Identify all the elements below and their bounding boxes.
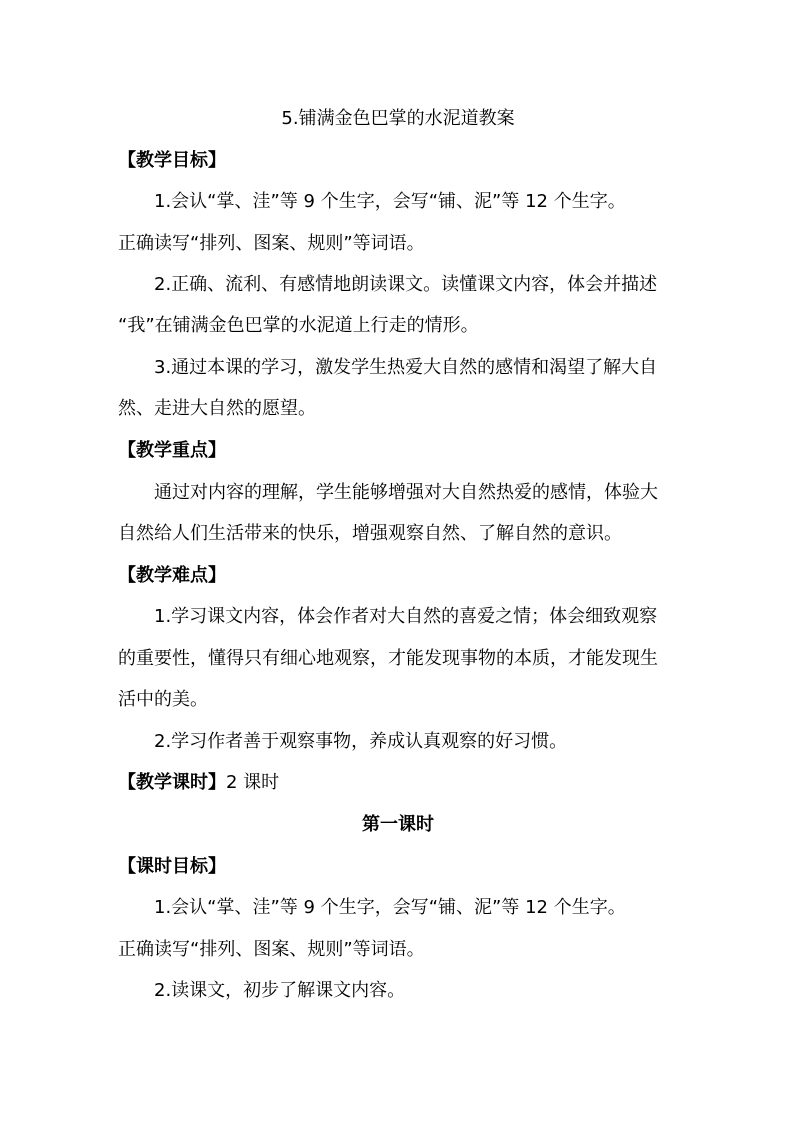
lesson-goal-1-line-2: 正确读写“排列、图案、规则”等词语。 [118,939,425,960]
section-heading-difficulties: 【教学难点】 [118,565,226,586]
section-heading-teaching-hours: 【教学课时】 [118,772,226,793]
key-point-line-1: 通过对内容的理解，学生能够增强对大自然热爱的感情，体验大 [154,482,658,503]
section-heading-lesson-goals: 【课时目标】 [118,856,226,877]
teaching-hours-value: 2 课时 [226,772,280,793]
teaching-hours-row [118,771,279,795]
goal-3-line-1: 3.通过本课的学习，激发学生热爱大自然的感情和渴望了解大自 [154,357,658,378]
goal-3-line-2: 然、走进大自然的愿望。 [118,398,316,419]
goal-2-line-1: 2.正确、流利、有感情地朗读课文。读懂课文内容，体会并描述 [154,274,658,295]
lesson-goal-2-line-1: 2.读课文，初步了解课文内容。 [154,980,406,1001]
goal-2-line-2: “我”在铺满金色巴掌的水泥道上行走的情形。 [118,315,479,336]
difficulty-2-line-1: 2.学习作者善于观察事物，养成认真观察的好习惯。 [154,731,568,752]
section-heading-key-points: 【教学重点】 [118,440,226,461]
difficulty-1-line-3: 活中的美。 [118,689,208,710]
section-heading-teaching-goals: 【教学目标】 [118,150,226,171]
goal-1-line-1: 1.会认“掌、洼”等 9 个生字，会写“铺、泥”等 12 个生字。 [154,191,626,212]
key-point-line-2: 自然给人们生活带来的快乐，增强观察自然、了解自然的意识。 [118,523,622,544]
goal-1-line-2: 正确读写“排列、图案、规则”等词语。 [118,233,425,254]
lesson-1-title: 第一课时 [362,814,434,835]
page-title: 5.铺满金色巴掌的水泥道教案 [281,108,515,129]
difficulty-1-line-1: 1.学习课文内容，体会作者对大自然的喜爱之情；体会细致观察 [154,606,658,627]
difficulty-1-line-2: 的重要性，懂得只有细心地观察，才能发现事物的本质，才能发现生 [118,648,658,669]
lesson-goal-1-line-1: 1.会认“掌、洼”等 9 个生字，会写“铺、泥”等 12 个生字。 [154,897,626,918]
